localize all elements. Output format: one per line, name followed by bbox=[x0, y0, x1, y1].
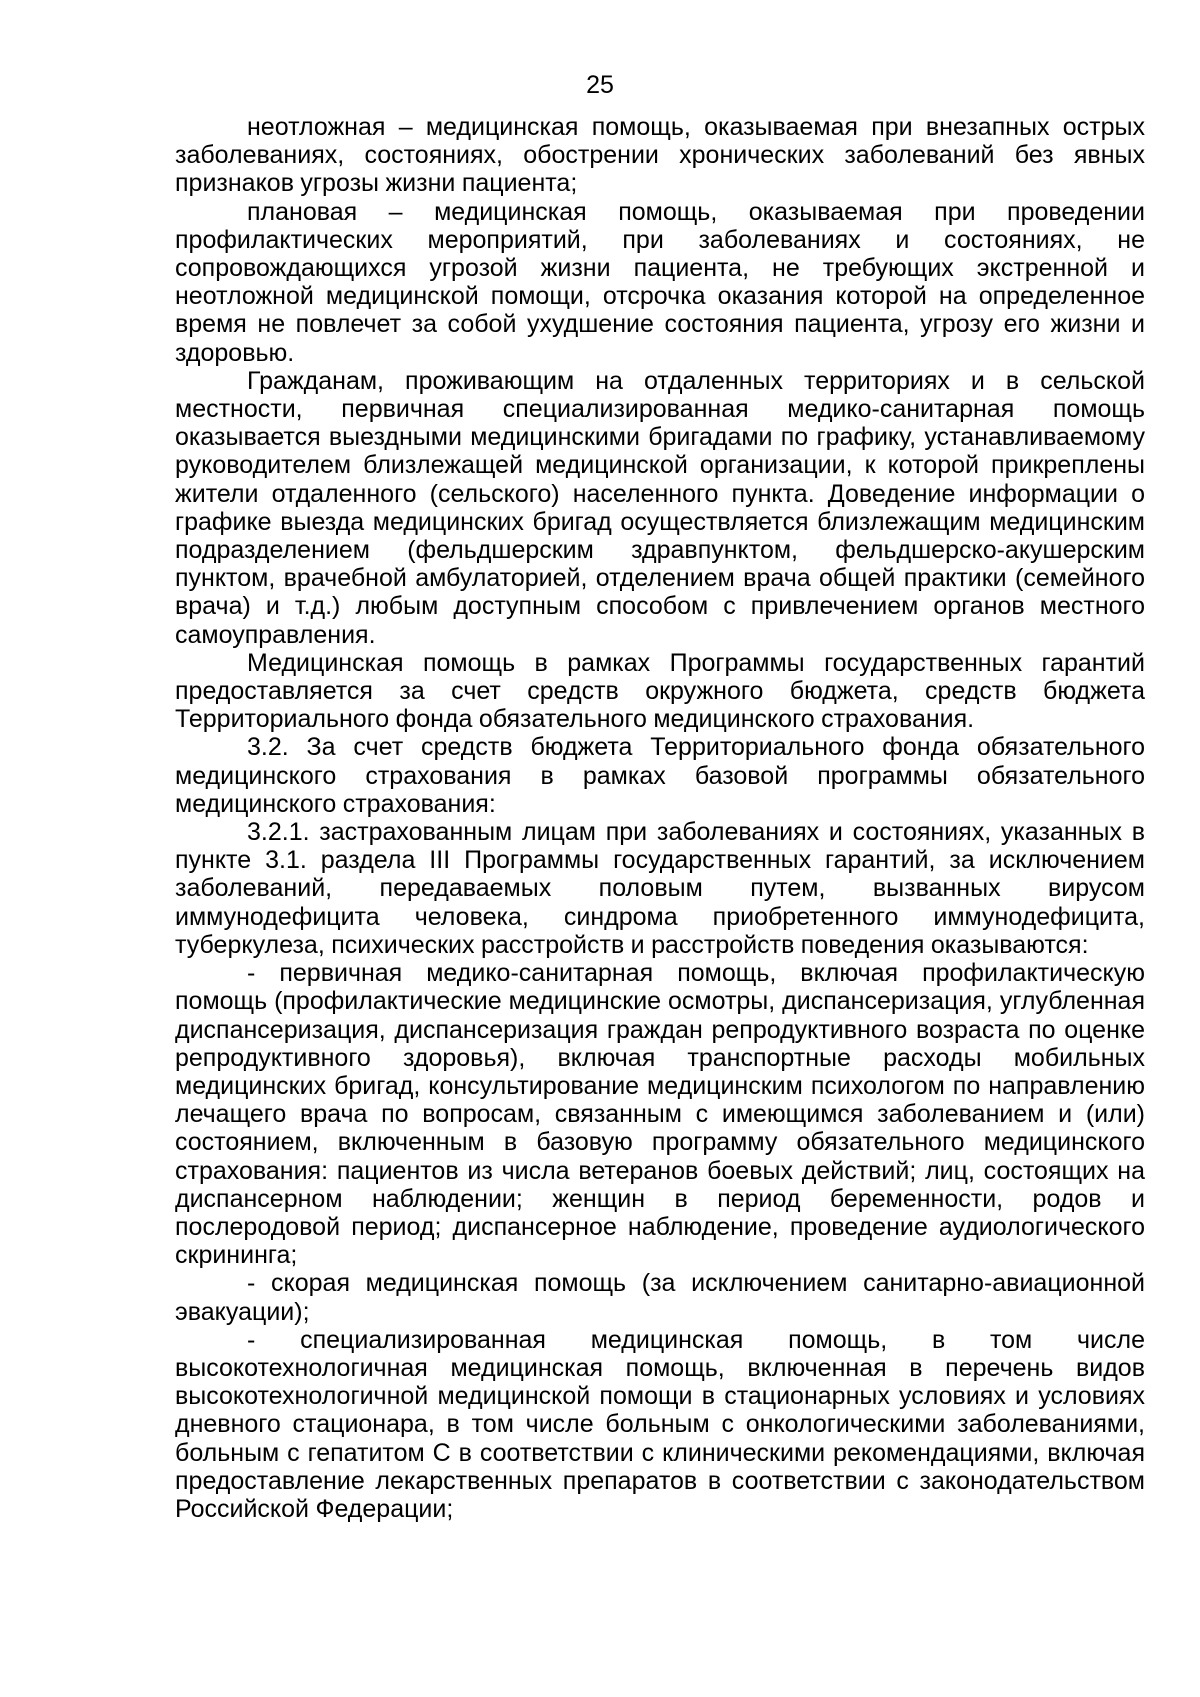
list-item-specialized-care: - специализированная медицинская помощь, в том числе высокотехнологичная медицинская помощь, включенная в перечень видов высокотехнологичной медицинской помощи в стационарных условиях и условиях дневного стационара, в том числе больным с онкологическими заболеваниями, больным с гепатитом С в соответствии с клиническими рекомендациями, включая предоставление лекарственных препаратов в соответствии с законодательством Российской Федерации; bbox=[175, 1325, 1145, 1523]
paragraph-section-3-2-1: 3.2.1. застрахованным лицам при заболеваниях и состояниях, указанных в пункте 3.1. раздела III Программы государственных гарантий, за исключением заболеваний, передаваемых половым путем, вызванных вирусом иммунодефицита человека, синдрома приобретенного иммунодефицита, туберкулеза, психических расстройств и расстройств поведения оказываются: bbox=[175, 818, 1145, 959]
page-number: 25 bbox=[586, 71, 614, 99]
paragraph-remote-territories: Гражданам, проживающим на отдаленных территориях и в сельской местности, первичная специализированная медико-санитарная помощь оказывается выездными медицинскими бригадами по графику, устанавливаемому руководителем близлежащей медицинской организации, к которой прикреплены жители отдаленного (сельского) населенного пункта. Доведение информации о графике выезда медицинских бригад осуществляется близлежащим медицинским подразделением (фельдшерским здравпунктом, фельдшерско-акушерским пунктом, врачебной амбулаторией, отделением врача общей практики (семейного врача) и т.д.) любым доступным способом с привлечением органов местного самоуправления. bbox=[175, 366, 1145, 649]
paragraph-urgent-care: неотложная – медицинская помощь, оказываемая при внезапных острых заболеваниях, состояниях, обострении хронических заболеваний без явных признаков угрозы жизни пациента; bbox=[175, 113, 1145, 198]
list-item-emergency-care: - скорая медицинская помощь (за исключением санитарно-авиационной эвакуации); bbox=[175, 1269, 1145, 1326]
paragraph-funding-sources: Медицинская помощь в рамках Программы государственных гарантий предоставляется за счет средств окружного бюджета, средств бюджета Территориального фонда обязательного медицинского страхования. bbox=[175, 648, 1145, 734]
list-item-primary-care: - первичная медико-санитарная помощь, включая профилактическую помощь (профилактические медицинские осмотры, диспансеризация, углубленная диспансеризация, диспансеризация граждан репродуктивного возраста по оценке репродуктивного здоровья), включая транспортные расходы мобильных медицинских бригад, консультирование медицинским психологом по направлению лечащего врача по вопросам, связанным с имеющимся заболеванием и (или) состоянием, включенным в базовую программу обязательного медицинского страхования: пациентов из числа ветеранов боевых действий; лиц, состоящих на диспансерном наблюдении; женщин в период беременности, родов и послеродовой период; диспансерное наблюдение, проведение аудиологического скрининга; bbox=[175, 959, 1145, 1270]
paragraph-section-3-2: 3.2. За счет средств бюджета Территориального фонда обязательного медицинского страхования в рамках базовой программы обязательного медицинского страхования: bbox=[175, 733, 1145, 818]
document-body bbox=[175, 113, 1145, 1523]
paragraph-planned-care: плановая – медицинская помощь, оказываемая при проведении профилактических мероприятий, при заболеваниях и состояниях, не сопровождающихся угрозой жизни пациента, не требующих экстренной и неотложной медицинской помощи, отсрочка оказания которой на определенное время не повлечет за собой ухудшение состояния пациента, угрозу его жизни и здоровью. bbox=[175, 197, 1145, 367]
